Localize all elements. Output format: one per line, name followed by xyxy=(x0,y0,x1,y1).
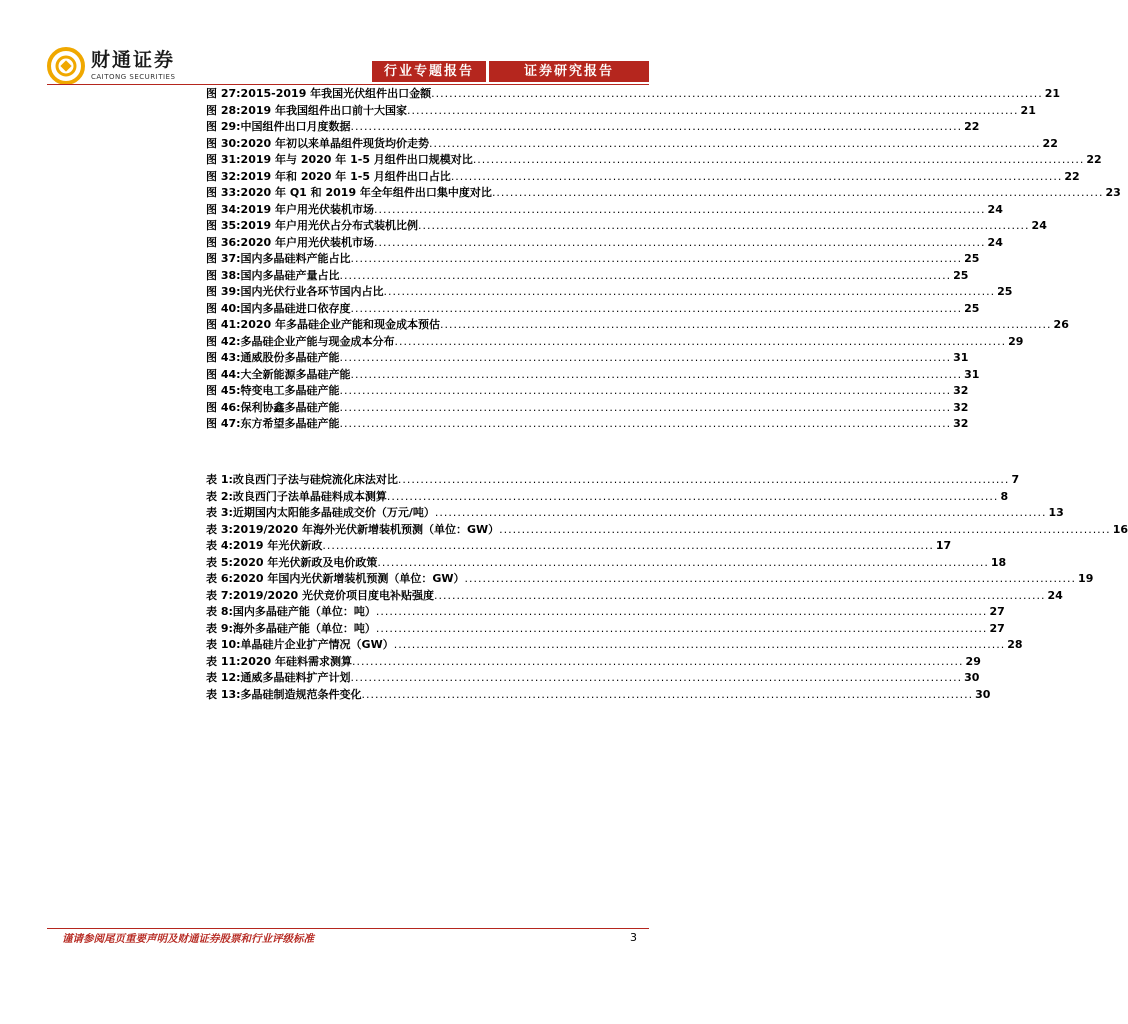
figure-toc-entry[interactable] xyxy=(206,400,969,417)
toc-leader-dots xyxy=(431,86,1043,103)
toc-leader-dots xyxy=(395,334,1007,351)
toc-entry-title: 2019 年和 2020 年 1-5 月组件出口占比 xyxy=(240,169,451,183)
toc-entry-title: 单晶硅片企业扩产情况（GW） xyxy=(240,638,394,651)
toc-entry-page: 30 xyxy=(975,687,991,701)
toc-leader-dots xyxy=(418,218,1030,235)
company-logo xyxy=(47,46,175,86)
toc-entry-label: 表 3: xyxy=(206,506,233,519)
toc-entry-page: 22 xyxy=(1086,153,1102,166)
toc-entry-label: 图 44: xyxy=(206,367,241,381)
toc-entry-label: 图 45: xyxy=(206,384,241,397)
toc-entry-label: 图 42: xyxy=(206,334,241,348)
toc-leader-dots xyxy=(340,268,952,285)
toc-entry-page: 22 xyxy=(1042,136,1058,150)
toc-entry-label: 表 3: xyxy=(206,522,233,536)
page-number: 3 xyxy=(630,931,637,944)
toc-entry-label: 图 40: xyxy=(206,301,241,315)
toc-entry-title: 国内多晶硅进口依存度 xyxy=(240,301,351,315)
toc-entry-label: 图 39: xyxy=(206,285,241,298)
toc-entry-page: 29 xyxy=(965,654,981,668)
toc-entry-page: 32 xyxy=(953,400,969,414)
toc-entry-page: 24 xyxy=(1031,219,1047,232)
coin-logo-icon xyxy=(47,47,85,85)
toc-entry-page: 31 xyxy=(953,351,969,364)
toc-entry-page: 25 xyxy=(953,268,969,282)
figure-toc-entry[interactable] xyxy=(206,152,1102,169)
toc-entry-title: 东方希望多晶硅产能 xyxy=(240,417,340,430)
toc-entry-label: 图 27: xyxy=(206,87,241,100)
research-report-tag: 证券研究报告 xyxy=(489,61,649,82)
toc-leader-dots xyxy=(435,505,1047,522)
toc-entry-label: 图 34: xyxy=(206,202,241,216)
figure-toc-entry[interactable] xyxy=(206,103,1036,120)
table-toc-entry[interactable] xyxy=(206,621,1005,638)
toc-entry-label: 表 5: xyxy=(206,555,233,569)
toc-entry-label: 图 46: xyxy=(206,400,241,414)
figure-toc-entry[interactable] xyxy=(206,169,1080,186)
toc-entry-label: 表 2: xyxy=(206,489,233,503)
toc-leader-dots xyxy=(407,103,1019,120)
toc-leader-dots xyxy=(473,152,1085,169)
toc-entry-label: 图 43: xyxy=(206,351,241,364)
figure-toc-entry[interactable] xyxy=(206,86,1061,103)
toc-entry-page: 29 xyxy=(1008,334,1024,348)
toc-entry-title: 多晶硅企业产能与现金成本分布 xyxy=(240,334,395,348)
industry-report-tag: 行业专题报告 xyxy=(372,61,486,82)
table-toc-entry[interactable] xyxy=(206,489,1009,506)
toc-entry-page: 32 xyxy=(953,417,969,430)
toc-entry-page: 13 xyxy=(1048,506,1064,519)
toc-leader-dots xyxy=(362,687,974,704)
toc-entry-label: 图 36: xyxy=(206,235,241,249)
figure-toc-entry[interactable] xyxy=(206,136,1058,153)
figure-toc-entry[interactable] xyxy=(206,235,1003,252)
toc-entry-label: 表 9: xyxy=(206,621,233,635)
toc-entry-label: 表 6: xyxy=(206,572,233,585)
toc-entry-page: 31 xyxy=(964,367,980,381)
toc-leader-dots xyxy=(340,383,952,400)
figure-toc-entry[interactable] xyxy=(206,119,980,136)
toc-entry-title: 国内多晶硅产能（单位：吨） xyxy=(232,605,376,618)
toc-entry-page: 32 xyxy=(953,384,969,397)
toc-leader-dots xyxy=(377,555,989,572)
toc-leader-dots xyxy=(340,416,952,433)
toc-leader-dots xyxy=(340,400,952,417)
toc-entry-page: 21 xyxy=(1020,103,1036,117)
toc-entry-title: 国内光伏行业各环节国内占比 xyxy=(240,285,384,298)
toc-entry-title: 中国组件出口月度数据 xyxy=(240,120,351,133)
toc-entry-title: 海外多晶硅产能（单位：吨） xyxy=(232,621,376,635)
logo-english-name: CAITONG SECURITIES xyxy=(91,73,176,81)
toc-leader-dots xyxy=(465,571,1077,588)
table-toc-entry[interactable] xyxy=(206,472,1020,489)
toc-leader-dots xyxy=(351,367,963,384)
figure-toc-entry[interactable] xyxy=(206,185,1121,202)
toc-entry-page: 25 xyxy=(997,285,1013,298)
figure-toc-entry[interactable] xyxy=(206,350,969,367)
toc-entry-title: 2020 年多晶硅企业产能和现金成本预估 xyxy=(240,318,440,331)
toc-entry-title: 2019 年光伏新政 xyxy=(232,539,323,552)
toc-entry-page: 22 xyxy=(964,120,980,133)
toc-leader-dots xyxy=(351,670,963,687)
toc-entry-label: 图 30: xyxy=(206,136,241,150)
logo-chinese-name: 财通证券 xyxy=(91,49,176,71)
toc-leader-dots xyxy=(376,604,988,621)
toc-entry-page: 27 xyxy=(989,605,1005,618)
figure-toc-entry[interactable] xyxy=(206,301,980,318)
toc-entry-page: 26 xyxy=(1053,318,1069,331)
toc-leader-dots xyxy=(492,185,1104,202)
toc-entry-title: 通威多晶硅料扩产计划 xyxy=(240,671,351,684)
toc-entry-title: 2019 年户用光伏装机市场 xyxy=(240,202,374,216)
toc-entry-title: 通威股份多晶硅产能 xyxy=(240,351,340,364)
table-toc-entry[interactable] xyxy=(206,637,1023,654)
footer-divider xyxy=(47,928,649,929)
toc-entry-label: 图 35: xyxy=(206,219,241,232)
toc-entry-title: 2020 年 Q1 和 2019 年全年组件出口集中度对比 xyxy=(240,186,492,199)
toc-entry-title: 2020 年国内光伏新增装机预测（单位：GW） xyxy=(232,572,465,585)
toc-entry-label: 图 31: xyxy=(206,153,241,166)
toc-leader-dots xyxy=(351,301,963,318)
toc-entry-label: 表 13: xyxy=(206,687,241,701)
table-toc-entry[interactable] xyxy=(206,654,981,671)
toc-entry-title: 2020 年户用光伏装机市场 xyxy=(240,235,374,249)
toc-entry-title: 2015-2019 年我国光伏组件出口金额 xyxy=(240,87,432,100)
toc-leader-dots xyxy=(374,202,986,219)
toc-entry-title: 大全新能源多晶硅产能 xyxy=(240,367,351,381)
toc-entry-page: 24 xyxy=(1047,588,1063,602)
header-divider xyxy=(47,84,649,85)
toc-entry-label: 表 11: xyxy=(206,654,241,668)
table-toc-entry[interactable] xyxy=(206,555,1007,572)
table-toc-entry[interactable] xyxy=(206,571,1094,588)
toc-entry-label: 表 8: xyxy=(206,605,233,618)
toc-entry-title: 保利协鑫多晶硅产能 xyxy=(240,400,340,414)
toc-entry-page: 19 xyxy=(1078,572,1094,585)
toc-entry-label: 表 12: xyxy=(206,671,241,684)
toc-leader-dots xyxy=(340,350,952,367)
toc-entry-title: 近期国内太阳能多晶硅成交价（万元/吨） xyxy=(232,506,435,519)
toc-leader-dots xyxy=(384,284,996,301)
toc-entry-page: 18 xyxy=(990,555,1007,569)
table-toc-entry[interactable] xyxy=(206,505,1064,522)
toc-leader-dots xyxy=(398,472,1010,489)
toc-entry-title: 2019/2020 光伏竞价项目度电补贴强度 xyxy=(232,588,434,602)
toc-leader-dots xyxy=(440,317,1052,334)
table-toc-entry[interactable] xyxy=(206,538,952,555)
toc-entry-title: 2019 年与 2020 年 1-5 月组件出口规模对比 xyxy=(240,153,473,166)
toc-leader-dots xyxy=(374,235,986,252)
toc-entry-page: 8 xyxy=(1000,489,1009,503)
toc-entry-title: 2020 年光伏新政及电价政策 xyxy=(232,555,378,569)
toc-entry-label: 表 7: xyxy=(206,588,233,602)
toc-entry-title: 多晶硅制造规范条件变化 xyxy=(240,687,362,701)
toc-leader-dots xyxy=(351,119,963,136)
toc-leader-dots xyxy=(434,588,1046,605)
toc-entry-title: 国内多晶硅料产能占比 xyxy=(240,252,351,265)
toc-entry-label: 表 4: xyxy=(206,539,233,552)
toc-entry-title: 改良西门子法单晶硅料成本测算 xyxy=(232,489,387,503)
toc-entry-label: 图 29: xyxy=(206,120,241,133)
toc-leader-dots xyxy=(351,251,963,268)
toc-leader-dots xyxy=(376,621,988,638)
toc-entry-page: 7 xyxy=(1011,473,1020,486)
toc-entry-title: 2019 年我国组件出口前十大国家 xyxy=(240,103,407,117)
toc-leader-dots xyxy=(394,637,1006,654)
table-toc-entry[interactable] xyxy=(206,588,1063,605)
toc-entry-label: 图 28: xyxy=(206,103,241,117)
toc-entry-page: 21 xyxy=(1044,87,1061,100)
toc-entry-title: 2020 年初以来单晶组件现货均价走势 xyxy=(240,136,429,150)
toc-entry-title: 2019 年户用光伏占分布式装机比例 xyxy=(240,219,418,232)
toc-entry-page: 27 xyxy=(989,621,1005,635)
toc-entry-title: 特变电工多晶硅产能 xyxy=(240,384,340,397)
toc-entry-title: 改良西门子法与硅烷流化床法对比 xyxy=(232,473,398,486)
figure-list xyxy=(206,86,1121,433)
toc-entry-title: 2020 年硅料需求测算 xyxy=(240,654,352,668)
toc-entry-page: 22 xyxy=(1064,169,1080,183)
figure-toc-entry[interactable] xyxy=(206,416,969,433)
toc-entry-page: 24 xyxy=(987,202,1003,216)
figure-toc-entry[interactable] xyxy=(206,367,980,384)
figure-toc-entry[interactable] xyxy=(206,251,980,268)
table-toc-entry[interactable] xyxy=(206,522,1128,539)
figure-toc-entry[interactable] xyxy=(206,202,1003,219)
toc-entry-label: 图 41: xyxy=(206,318,241,331)
table-list xyxy=(206,472,1128,703)
toc-entry-page: 28 xyxy=(1007,638,1023,651)
toc-leader-dots xyxy=(352,654,964,671)
toc-entry-label: 图 33: xyxy=(206,186,241,199)
toc-leader-dots xyxy=(429,136,1041,153)
footer-disclaimer: 谨请参阅尾页重要声明及财通证券股票和行业评级标准 xyxy=(62,933,314,945)
toc-entry-label: 图 37: xyxy=(206,252,241,265)
toc-entry-page: 25 xyxy=(964,252,980,265)
table-toc-entry[interactable] xyxy=(206,687,991,704)
toc-leader-dots xyxy=(322,538,934,555)
toc-entry-page: 17 xyxy=(935,539,952,552)
toc-entry-page: 23 xyxy=(1105,186,1121,199)
toc-leader-dots xyxy=(451,169,1063,186)
toc-entry-label: 图 47: xyxy=(206,417,241,430)
toc-entry-page: 16 xyxy=(1112,522,1128,536)
toc-entry-label: 图 32: xyxy=(206,169,241,183)
figure-toc-entry[interactable] xyxy=(206,334,1024,351)
toc-entry-label: 表 1: xyxy=(206,473,233,486)
figure-toc-entry[interactable] xyxy=(206,268,969,285)
toc-entry-title: 2019/2020 年海外光伏新增装机预测（单位：GW） xyxy=(232,522,500,536)
toc-entry-label: 图 38: xyxy=(206,268,241,282)
figure-toc-entry[interactable] xyxy=(206,218,1047,235)
toc-entry-page: 30 xyxy=(964,671,980,684)
figure-toc-entry[interactable] xyxy=(206,383,969,400)
table-toc-entry[interactable] xyxy=(206,670,980,687)
figure-toc-entry[interactable] xyxy=(206,317,1069,334)
toc-entry-label: 表 10: xyxy=(206,638,241,651)
toc-leader-dots xyxy=(499,522,1111,539)
toc-entry-title: 国内多晶硅产量占比 xyxy=(240,268,340,282)
table-toc-entry[interactable] xyxy=(206,604,1005,621)
figure-toc-entry[interactable] xyxy=(206,284,1013,301)
toc-entry-page: 25 xyxy=(964,301,980,315)
toc-leader-dots xyxy=(387,489,999,506)
toc-entry-page: 24 xyxy=(987,235,1003,249)
